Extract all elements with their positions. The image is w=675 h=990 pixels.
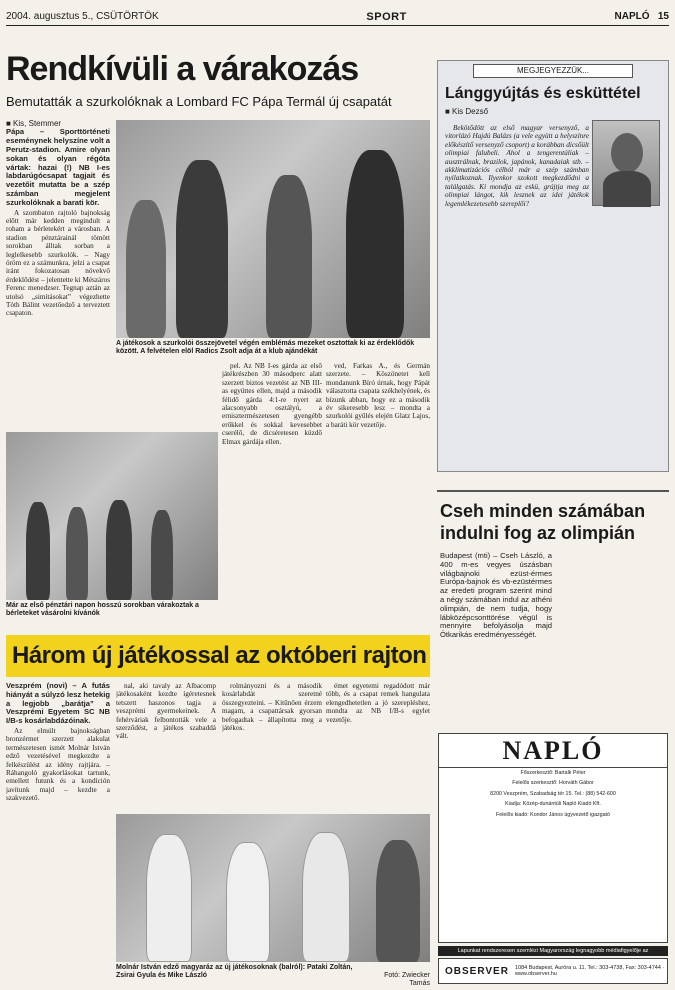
supporters-photo-caption: A játékosok a szurkolói összejövetel végén emblémás mezeket osztottak ki az érdeklődők között. A felvételen elöl Radics Zsolt adja át a klub ajándékát (116, 340, 415, 355)
observer-logo: OBSERVER (445, 965, 509, 977)
lead-body-3: ved, Farkas A., és Germán szerzete. – Köszönetet kell mondanunk Bíró úrnak, hogy Pápát választotta csapata székhelyének, és bízunk abban, hogy ez a második év sikeresebb lesz – mondta a szurkolói gyűlés elején Glatz Lajos, a baráti kör vezetője. (326, 362, 430, 429)
masthead-line-4: Kiadja: Közép-dunántúli Napló Kiadó Kft. (505, 801, 601, 808)
observer-ad (438, 958, 668, 984)
page-header (6, 8, 669, 26)
lead-body-2: pel. Az NB I-es gárda az első játékrészben 30 másodperc alatt szerzett biztos vezetést az NB III-as együttes ellen, majd a második félidő gárda 4:1-re nyert az alacsonyabb osztályú, a ernisztermészetesen gyengébb erőkkel és sokkal kevesebbet cserélő, de dicséretesen küzdő Elmax gárdája ellen. (222, 362, 322, 446)
sidebar-column (445, 124, 589, 214)
olympics-rule (437, 490, 669, 492)
lead-column-3 (326, 362, 430, 628)
observer-ad-strip: Lapunkat rendszeresen szemlézi Magyarország legnagyobb médiafigyelője az (438, 946, 668, 956)
veszprem-column-2 (116, 682, 216, 810)
header-paper-page (615, 11, 669, 22)
masthead-line-1: Főszerkesztő: Bartalk Péter (520, 770, 586, 776)
veszprem-body-3: rolmányozni és a második kosárlabdát szeretné összegyezteini. – Kitűnően érzem magam, a csapattársak gyorsan befogadtak – állapította meg a játékos. (222, 682, 322, 733)
veszprem-intro: Veszprém (novi) – A futás hiányát a súlyzó lesz hetekig a legjobb „barátja” a Veszprémi Egyetem SC NB I/B-s kosárlabdázóinak. (6, 682, 110, 726)
lead-column-2 (222, 362, 322, 628)
olympics-body: Budapest (mti) – Cseh László, a 400 m-es vegyes úszásban világbajnoki ezüst-érmes Európa-bajnok és vb-ezüstérmes az eredeti program szerint mind a négy számában indul az athéni olimpián, de nem tudja, hogy lábközépcsonttörése végül is mennyire befolyásolja majd Ötkarikás eredményességét. (440, 552, 552, 640)
veszprem-body-1: Az elmúlt bajnokságban bronzérmet szerzett alakulat természetesen ismét Molnár István edző vezetésével megkezdte a felkészülést az idény rajtjára. – Ráhangoló gyakorlásokat tartunk, emellett futunk és a kondíción javítunk majd – kezdte a szakvezető. (6, 726, 110, 803)
sidebar-body: Bekötődött az első magyar versenyző, a vitorlázó Hajdú Balázs (a vele együtt a helyszínre előkészítő versenyző csoport) a korábban dicsőült olimpiai falubeli. Ahol a tengerentúliak – ausztrálnak, brazilok, japánok, kanadaiak stb. – akklimatizációs célból már a szép számban nyilatkoznak. Ilyenkor szokott megkezdődni a találgatás. Ki mondja az eskü, grújtja meg az olimpiai lángot, kik lesznek az idei játékok legemlékezetesebb szereplői? (445, 124, 589, 208)
lead-subhead: Bemutatták a szurkolóknak a Lombard FC Pápa Termál új csapatát (6, 94, 392, 109)
lead-body-1: A szombaton rajtoló bajnokság előtt már kedden megindult a roham a bérletekért a városban. A stadion pénztárainál tömött sorokban álltak sorban a leglelkesebb szurkolók. – Nagy öröm ez a számunkra, jelzi a csapat iránt fokozatosan növekvő érdeklődést – jelentette ki Mészáros Ferenc menedzser. Tegnap aztán az utolsó „simításokat” végezhette Tóth Bálint vezetőedző a terveztett csapaton. (6, 208, 110, 318)
sidebar-author-line (445, 108, 589, 122)
olympics-headline: Cseh minden számában indulni fog az olimpián (440, 501, 646, 543)
basketball-players-photo (116, 814, 430, 962)
masthead-logo: NAPLÓ (439, 734, 667, 768)
basketball-photo-credit: Fotó: Zwiecker Tamás (384, 972, 430, 987)
header-page-number: 15 (657, 11, 669, 22)
lead-column-1 (6, 120, 110, 430)
veszprem-body-2: nal, aki tavaly az Albacomp játékosaként kezdte ígéretesnek tetszett haszonos tagja a veszprémi gyermekeinek. A fehérváriak felbontották vele a szerződést, a játékos szabaddá vált. (116, 682, 216, 741)
masthead-box (438, 733, 668, 943)
lead-headline: Rendkívüli a várakozás (6, 50, 359, 88)
supporters-photo (116, 120, 430, 338)
masthead-line-5: Felelős kiadó: Kondor János ügyvezető igazgató (496, 811, 610, 818)
veszprem-body-4: émet egyetemi regadódott már több, és a csapat remek hangulata elengedhetetlen a jó szerepléshez, mondta az NB I/B-s egylet vezetője. (326, 682, 430, 724)
sidebar-kicker: MEGJEGYEZZÜK... (473, 64, 633, 78)
basketball-photo-caption: Molnár István edző magyaráz az új játékosoknak (balról): Pataki Zoltán, Zsirai Gyula és Mike László (116, 964, 353, 979)
masthead-line-2: Felelős szerkesztő: Horváth Gábor (512, 780, 594, 787)
lead-intro: Pápa – Sporttörténeti eseménynek helyszíne volt a Perutz-stadion. Amire olyan sokan és olyan régóta vártak: hazai (!) NB I-es labdarúgócsapat tagjait és vezetőit mutatta be a szép számban megjelent szurkolóknak a barati kör. (6, 127, 110, 207)
veszprem-column-4 (326, 682, 430, 810)
ticket-queue-photo (6, 432, 218, 600)
veszprem-column-1 (6, 682, 110, 982)
header-date: 2004. augusztus 5., CSÜTÖRTÖK (6, 11, 159, 22)
ticket-queue-caption: Már az első pénztári napon hosszú sorokban várakoztak a bérleteket vásárolni kívánók (6, 602, 199, 617)
olympics-column (440, 552, 552, 730)
veszprem-column-3 (222, 682, 322, 810)
header-paper: NAPLÓ (614, 11, 650, 22)
author-portrait (592, 120, 660, 206)
observer-address: 1084 Budapest, Auróra u. 11. Tel.: 303-4738, Fax: 303-4744 · www.observer.hu (514, 964, 665, 977)
sidebar-author: ■ Kis Dezső (445, 108, 489, 116)
lead-author: ■ Kis, Stemmer (6, 120, 62, 128)
masthead-line-3: 8200 Veszprém, Szabadság tér 15. Tel.: (88) 542-600 (490, 790, 616, 797)
veszprem-headline: Három új játékossal az októberi rajton (6, 635, 430, 677)
header-section: SPORT (366, 10, 407, 23)
sidebar-title: Lánggyújtás és esküttétel (445, 85, 641, 102)
